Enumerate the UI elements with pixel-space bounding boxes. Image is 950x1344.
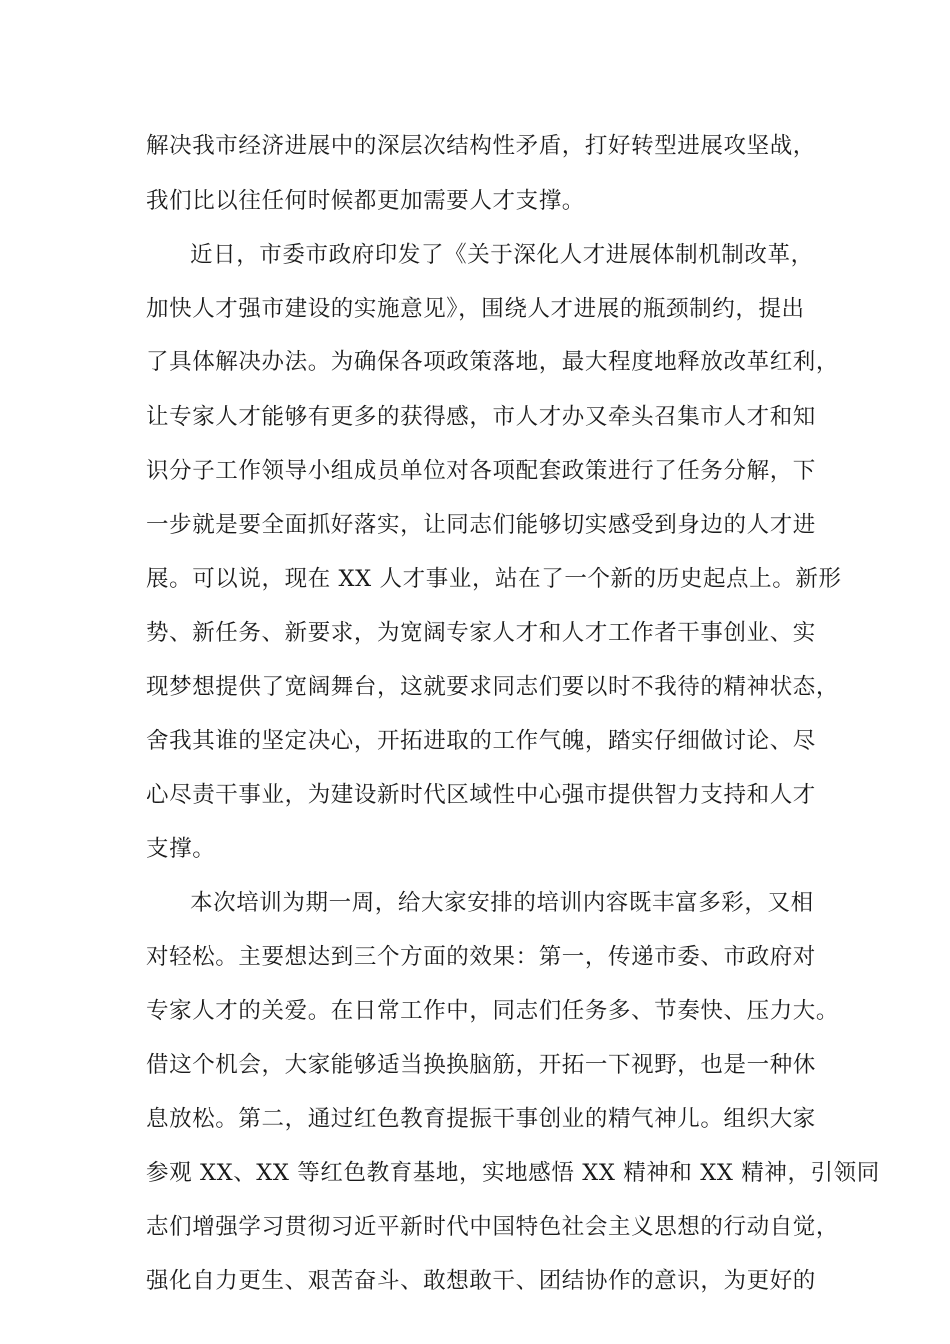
text-line: 展。可以说，现在 XX 人才事业，站在了一个新的历史起点上。新形 — [146, 566, 842, 592]
text-line: 现梦想提供了宽阔舞台，这就要求同志们要以时不我待的精神状态， — [146, 674, 840, 700]
text-line: 借这个机会，大家能够适当换换脑筋，开拓一下视野，也是一种休 — [146, 1052, 816, 1078]
text-line: 一步就是要全面抓好落实，让同志们能够切实感受到身边的人才进 — [146, 512, 816, 538]
text-line: 本次培训为期一周，给大家安排的培训内容既丰富多彩，又相 — [190, 890, 814, 916]
text-line: 强化自力更生、艰苦奋斗、敢想敢干、团结协作的意识，为更好的 — [146, 1268, 816, 1294]
text-line: 息放松。第二，通过红色教育提振干事创业的精气神儿。组织大家 — [146, 1106, 816, 1132]
text-line: 志们增强学习贯彻习近平新时代中国特色社会主义思想的行动自觉， — [146, 1214, 840, 1240]
text-line: 势、新任务、新要求，为宽阔专家人才和人才工作者干事创业、实 — [146, 620, 816, 646]
text-line: 我们比以往任何时候都更加需要人才支撑。 — [146, 188, 585, 214]
text-line: 对轻松。主要想达到三个方面的效果：第一，传递市委、市政府对 — [146, 944, 816, 970]
text-line: 参观 XX、XX 等红色教育基地，实地感悟 XX 精神和 XX 精神，引领同 — [146, 1160, 880, 1186]
text-line: 近日，市委市政府印发了《关于深化人才进展体制机制改革， — [190, 242, 814, 268]
text-line: 加快人才强市建设的实施意见》，围绕人才进展的瓶颈制约，提出 — [146, 296, 805, 322]
text-line: 让专家人才能够有更多的获得感，市人才办又牵头召集市人才和知 — [146, 404, 816, 430]
text-line: 解决我市经济进展中的深层次结构性矛盾，打好转型进展攻坚战， — [146, 133, 816, 159]
text-line: 心尽责干事业，为建设新时代区域性中心强市提供智力支持和人才 — [146, 782, 816, 808]
text-line: 专家人才的关爱。在日常工作中，同志们任务多、节奏快、压力大。 — [146, 998, 840, 1024]
text-line: 识分子工作领导小组成员单位对各项配套政策进行了任务分解，下 — [146, 458, 816, 484]
text-line: 支撑。 — [146, 836, 216, 862]
text-line: 了具体解决办法。为确保各项政策落地，最大程度地释放改革红利， — [146, 349, 840, 375]
text-line: 舍我其谁的坚定决心，开拓进取的工作气魄，踏实仔细做讨论、尽 — [146, 728, 816, 754]
